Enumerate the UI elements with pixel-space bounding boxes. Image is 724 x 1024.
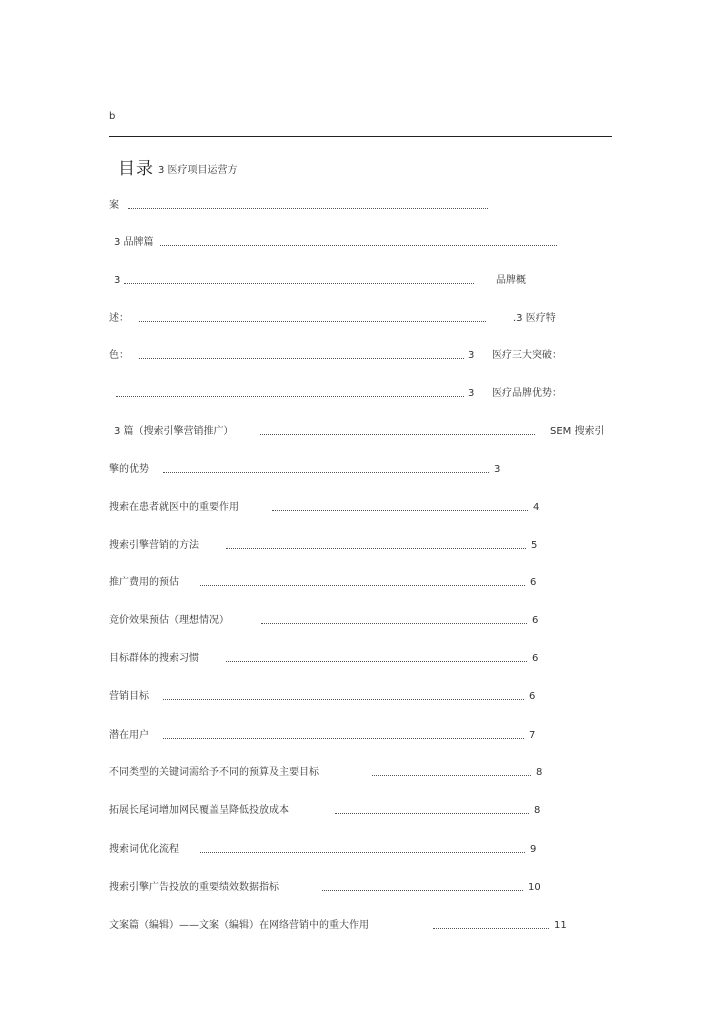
toc-leader <box>335 813 529 814</box>
toc-entry-page: 10 <box>528 882 541 893</box>
toc-entry-title: 推广费用的预估 <box>109 577 179 588</box>
toc-leader <box>160 245 557 246</box>
toc-entry-title: 目标群体的搜索习惯 <box>109 653 199 664</box>
toc-entry-page: 6 <box>532 615 539 626</box>
toc-title-suffix: 3 医疗项目运营方 <box>158 165 238 176</box>
toc-leader <box>163 738 524 739</box>
toc-leader <box>139 358 464 359</box>
toc-fragment: 3 品牌篇 <box>114 237 154 248</box>
toc-fragment: 医疗三大突破： <box>492 350 562 361</box>
toc-fragment: 3 <box>114 275 121 286</box>
toc-fragment: SEM 搜索引 <box>550 426 605 437</box>
toc-entry-title: 搜索词优化流程 <box>109 844 179 855</box>
toc-entry-page: 4 <box>533 502 540 513</box>
toc-leader <box>139 321 486 322</box>
toc-entry-title: 潜在用户 <box>109 730 149 741</box>
toc-leader <box>128 208 488 209</box>
toc-entry-page: 9 <box>530 844 537 855</box>
toc-fragment: 品牌概 <box>496 275 526 286</box>
toc-entry-page: 6 <box>532 653 539 664</box>
toc-leader <box>163 699 524 700</box>
toc-fragment: .3 医疗特 <box>513 313 556 324</box>
toc-fragment: 案 <box>109 200 119 211</box>
toc-leader <box>163 472 489 473</box>
toc-fragment: 3 <box>468 350 475 361</box>
toc-entry-title: 营销目标 <box>109 691 149 702</box>
toc-entry-page: 8 <box>534 805 541 816</box>
toc-entry-page: 6 <box>529 691 536 702</box>
toc-entry-title: 搜索引擎广告投放的重要绩效数据指标 <box>109 882 279 893</box>
toc-leader <box>200 585 525 586</box>
toc-leader <box>322 890 523 891</box>
toc-entry-title: 拓展长尾词增加网民覆盖呈降低投放成本 <box>109 805 289 816</box>
toc-leader <box>433 928 549 929</box>
toc-fragment: 3 <box>468 388 475 399</box>
toc-leader <box>272 510 528 511</box>
header-mark: b <box>109 111 116 122</box>
toc-leader <box>260 434 535 435</box>
toc-leader <box>372 775 531 776</box>
toc-fragment: 3 篇（搜索引擎营销推广） <box>114 426 234 437</box>
toc-leader <box>226 661 527 662</box>
toc-entry-page: 8 <box>536 767 543 778</box>
toc-entry-page: 11 <box>554 920 567 931</box>
toc-fragment: 医疗品牌优势： <box>492 388 562 399</box>
toc-leader <box>200 852 525 853</box>
toc-entry-title: 搜索引擎营销的方法 <box>109 540 199 551</box>
toc-fragment: 3 <box>494 464 501 475</box>
toc-fragment: 述： <box>109 313 129 324</box>
header-divider <box>109 136 612 137</box>
toc-leader <box>226 548 526 549</box>
toc-title: 目录 <box>118 159 154 179</box>
toc-leader <box>124 283 474 284</box>
toc-entry-page: 7 <box>529 730 536 741</box>
toc-leader <box>261 623 527 624</box>
toc-fragment: 擎的优势 <box>109 464 149 475</box>
toc-entry-title: 不同类型的关键词需给予不同的预算及主要目标 <box>109 767 319 778</box>
toc-entry-title: 竞价效果预估（理想情况） <box>109 615 229 626</box>
toc-leader <box>116 396 464 397</box>
toc-entry-title: 搜索在患者就医中的重要作用 <box>109 502 239 513</box>
toc-entry-page: 6 <box>530 577 537 588</box>
toc-entry-page: 5 <box>531 540 538 551</box>
toc-entry-title: 文案篇（编辑）——文案（编辑）在网络营销中的重大作用 <box>109 920 369 931</box>
toc-fragment: 色： <box>109 350 129 361</box>
